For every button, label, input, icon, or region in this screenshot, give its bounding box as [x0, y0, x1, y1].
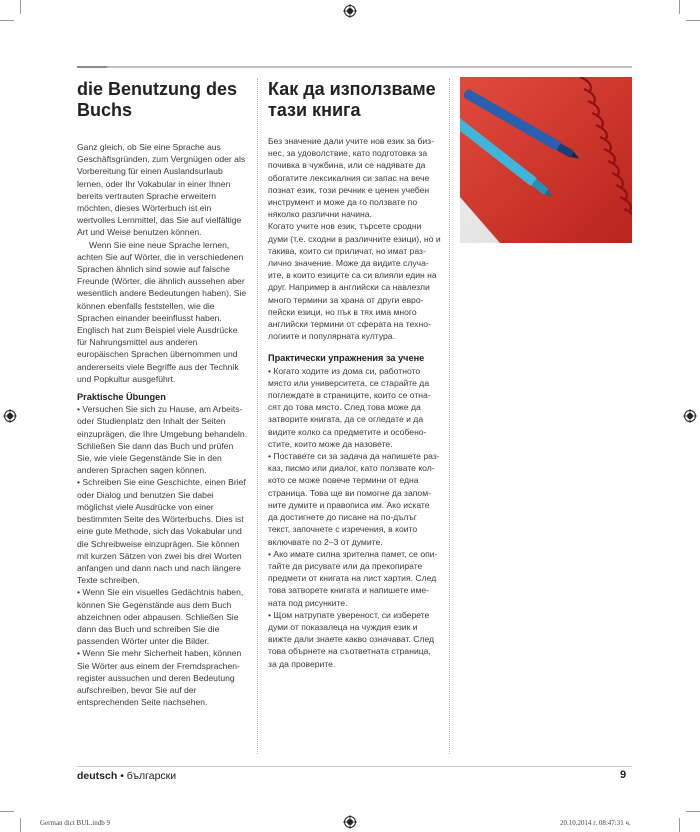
german-bullet: • Schreiben Sie eine Geschichte, einen Brief oder Dialog und benutzen Sie dabei möglichst viele Ausdrücke von einer bestimmten Seite des Wörterbuchs. Dies ist eine gute Methode, sich das Vokabular und die Schreibweise einzuprägen. Sie können mit kurzen Sätzen von zwei bis drei Worten anfangen und dann nach und nach längere Texte schreiben.: [77, 477, 246, 586]
registration-mark-left: [3, 409, 17, 423]
trim-mark: [686, 20, 700, 21]
print-slug-file: German dict BUL.indb 9: [40, 819, 110, 827]
bulgarian-column: [268, 79, 441, 670]
trim-mark: [0, 20, 14, 21]
column-divider: [449, 78, 450, 754]
trim-mark: [0, 811, 14, 812]
pens-on-notebook-photo: [460, 77, 632, 243]
german-heading: die Benutzung des Buchs: [77, 79, 238, 120]
column-divider: [257, 78, 258, 754]
bulgarian-bullet: • Когато ходите из дома си, работното място или университета, се старайте да поглеждате в страниците, които се отна- сят до това място. След това може да затворите книгата, да се огледате и да видите колко са предметите и особено- стите, които може да назовете.: [268, 365, 431, 449]
bulgarian-bullet: • Щом натрупате увереност, си изберете думи от показалеца на чуждия език и вижте дали знаете какво означават. След това обърнете на съответната страница, за да проверите.: [268, 609, 435, 669]
trim-mark: [20, 818, 21, 832]
german-column: [77, 79, 249, 708]
german-bullet: • Versuchen Sie sich zu Hause, am Arbeits- oder Studienplatz den Inhalt der Seiten einzuprägen, die Ihre Umgebung behandeln. Schließen Sie dann das Buch und prüfen Sie, wie viele Gegenstände Sie in den anderen Sprachen sagen können.: [77, 404, 248, 476]
registration-mark-bottom: [343, 815, 357, 829]
footer-lang-primary: deutsch: [77, 770, 118, 782]
trim-mark: [679, 0, 680, 14]
german-bullet: • Wenn Sie ein visuelles Gedächtnis haben, können Sie Gegenstände aus dem Buch abzeichnen oder abpausen. Schließen Sie dann das Buch und schreiben Sie die passenden Wörter unter die Bilder.: [77, 587, 244, 647]
bulgarian-subheading: Практически упражнения за учене: [268, 353, 425, 364]
bulgarian-paragraph: Без значение дали учите нов език за биз- нес, за удоволствие, като подготовка за почивка в чужбина, или се надявате да обогатите лексикалния си запас на вече познат език, този речник е ценен учебен инструмент и може да го ползвате по няколко различни начина.: [268, 136, 434, 220]
german-bullet: • Wenn Sie mehr Sicherheit haben, können Sie Wörter aus einem der Fremdsprachen- register aussuchen und deren Bedeutung aufschreiben, bevor Sie auf der entsprechenden Seite nachsehen.: [77, 648, 242, 708]
footer-lang-secondary: български: [126, 770, 177, 782]
trim-mark: [679, 818, 680, 832]
bulgarian-bullet: • Ако имате силна зрителна памет, се опи- тайте да рисувате или да прекопирате предмети от книгата на лист хартия. След това затворете книгата и напишете име- ната под рисунките.: [268, 548, 438, 608]
german-paragraph: Wenn Sie eine neue Sprache lernen, achten Sie auf Wörter, die in verschiedenen Sprachen ähnlich sind sowie auf falsche Freunde (Wörter, die ähnlich aussehen aber wesentlich andere Bedeutungen haben). Sie können ebenfalls feststellen, wie die Sprachen einander beeinflusst haben. Englisch hat zum Beispiel viele Ausdrücke für Nahrungsmittel aus anderen europäischen Sprachen übernommen und andererseits viele Begriffe aus der Technik und Popkultur ausgeführt.: [77, 239, 247, 384]
top-rule-accent: [77, 66, 107, 68]
print-slug-timestamp: 20.10.2014 г. 08:47:31 ч.: [560, 819, 631, 827]
registration-mark-top: [343, 4, 357, 18]
registration-mark-right: [683, 409, 697, 423]
bulgarian-heading: Как да използваме тази книга: [268, 79, 436, 120]
footer-languages: [77, 770, 176, 782]
bulgarian-bullet: • Поставете си за задача да напишете раз- каз, писмо или диалог, като ползвате кол- кото се може повече термини от една страница. Това ще ви помогне да запом- ните думите и правописа им. Ако искате да достигнете до писане на по-дълъг текст, започнете с изречения, в които включвате по 2–3 от думите.: [268, 451, 440, 547]
footer-separator: •: [120, 770, 124, 782]
german-subheading: Praktische Übungen: [77, 392, 166, 403]
trim-mark: [686, 811, 700, 812]
bulgarian-paragraph: Когато учите нов език, търсете сродни думи (т.е. сходни в различните езици), но и такива, които си приличат, но имат раз- лично значение. Може да видите случа- ите, в които езиците са си влияли един на друг. Например в английски са навлезли много термини за храна от други евро- пейски езици, но пък в тях има много английски термини от сферата на техно- логиите и популярната култура.: [268, 221, 441, 342]
page-number: 9: [620, 769, 627, 781]
trim-mark: [20, 0, 21, 14]
top-rule: [77, 66, 632, 68]
footer-rule: [77, 766, 632, 767]
german-paragraph: Ganz gleich, ob Sie eine Sprache aus Geschäftsgründen, zum Vergnügen oder als Vorbereitung für einen Auslandsurlaub lernen, oder Ihr Vokabular in einer Ihnen bereits vertrauten Sprache erweitern möchten, dieses Wörterbuch ist ein wertvolles Lernmittel, das Sie auf vielfältige Art und Weise benutzen können.: [77, 142, 246, 238]
